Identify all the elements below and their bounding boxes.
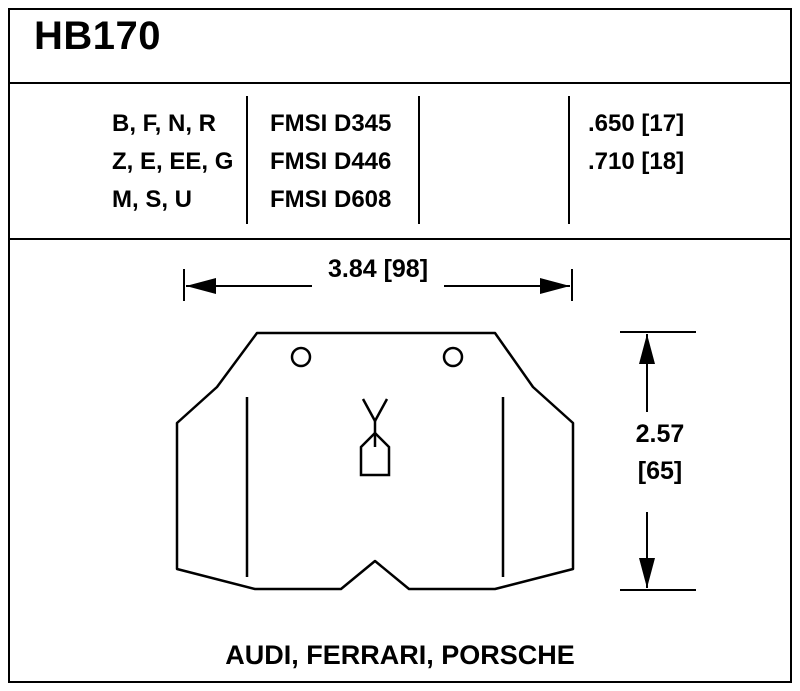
column-divider-3 [568,96,570,224]
fmsi-column [270,105,391,219]
width-dimension [182,255,574,305]
width-dimension-label: 3.84 [98] [327,255,429,283]
thickness-row: .710 [18] [588,148,685,175]
fmsi-row: FMSI D608 [270,186,392,213]
height-dimension-arrow [600,330,720,592]
fmsi-row: FMSI D345 [270,110,392,137]
height-dimension-mm: [65] [637,457,683,485]
pad-right-pin-hole [444,348,462,366]
width-dimension-arrow [182,255,574,305]
fmsi-row: FMSI D446 [270,148,392,175]
pad-left-pin-hole [292,348,310,366]
pad-center-notch [363,399,387,421]
brake-pad-outline [165,325,585,595]
column-divider-1 [246,96,248,224]
vehicle-applications: AUDI, FERRARI, PORSCHE [225,640,575,670]
pad-backing-plate-outline [177,333,573,589]
thickness-row: .650 [17] [588,110,685,137]
compound-codes-row: M, S, U [112,186,193,213]
height-dimension-inches: 2.57 [635,420,685,448]
part-number: HB170 [34,14,162,58]
divider-bottom [10,238,790,240]
divider-top [10,82,790,84]
compound-codes-row: B, F, N, R [112,110,217,137]
column-divider-2 [418,96,420,224]
thickness-column [588,105,684,181]
height-dimension [600,330,720,592]
compound-codes-column [112,105,233,219]
compound-codes-row: Z, E, EE, G [112,148,234,175]
